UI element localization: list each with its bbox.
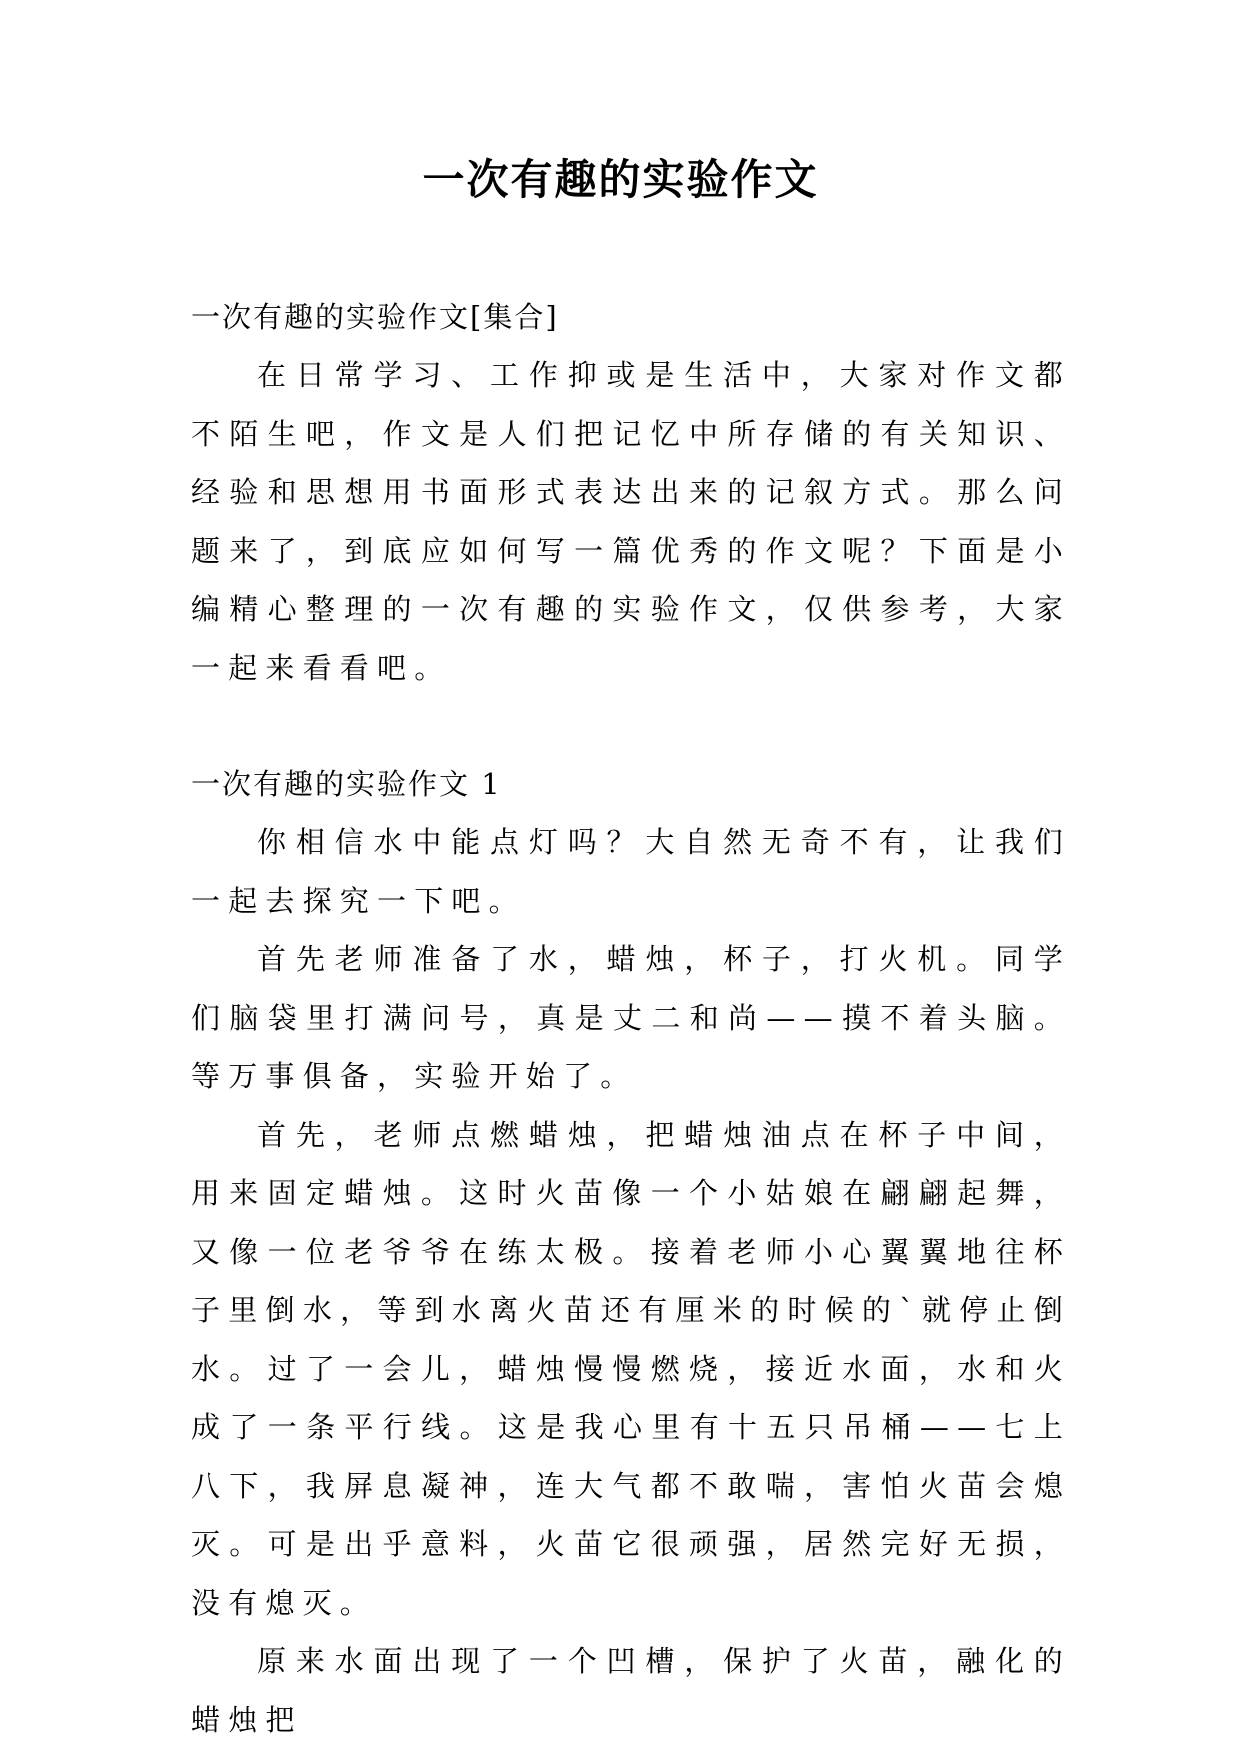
body-paragraph-3: 首先，老师点燃蜡烛，把蜡烛油点在杯子中间，用来固定蜡烛。这时火苗像一个小姑娘在翩翩起舞，又像一位老爷爷在练太极。接着老师小心翼翼地往杯子里倒水，等到水离火苗还有厘米的时候的`就停止倒水。过了一会儿，蜡烛慢慢燃烧，接近水面，水和火成了一条平行线。这是我心里有十五只吊桶——七上八下，我屏息凝神，连大气都不敢喘，害怕火苗会熄灭。可是出乎意料，火苗它很顽强，居然完好无损，没有熄灭。 — [191, 1117, 1071, 1620]
body-paragraph-4: 原来水面出现了一个凹槽，保护了火苗，融化的蜡烛把 — [191, 1644, 1071, 1737]
body-paragraph-1: 你相信水中能点灯吗？大自然无奇不有，让我们一起去探究一下吧。 — [191, 825, 1071, 918]
page-title: 一次有趣的实验作文 — [422, 155, 819, 204]
section-heading: 一次有趣的实验作文 1 — [191, 767, 502, 801]
document-body — [191, 288, 1071, 1749]
intro-paragraph: 在日常学习、工作抑或是生活中，大家对作文都不陌生吧，作文是人们把记忆中所存储的有关知识、经验和思想用书面形式表达出来的记叙方式。那么问题来了，到底应如何写一篇优秀的作文呢？下面是小编精心整理的一次有趣的实验作文，仅供参考，大家一起来看看吧。 — [191, 358, 1071, 685]
section-spacer — [191, 697, 1071, 755]
body-paragraph-2: 首先老师准备了水，蜡烛，杯子，打火机。同学们脑袋里打满问号，真是丈二和尚——摸不着头脑。等万事俱备，实验开始了。 — [191, 942, 1071, 1093]
document-subtitle: 一次有趣的实验作文[集合] — [191, 300, 559, 334]
